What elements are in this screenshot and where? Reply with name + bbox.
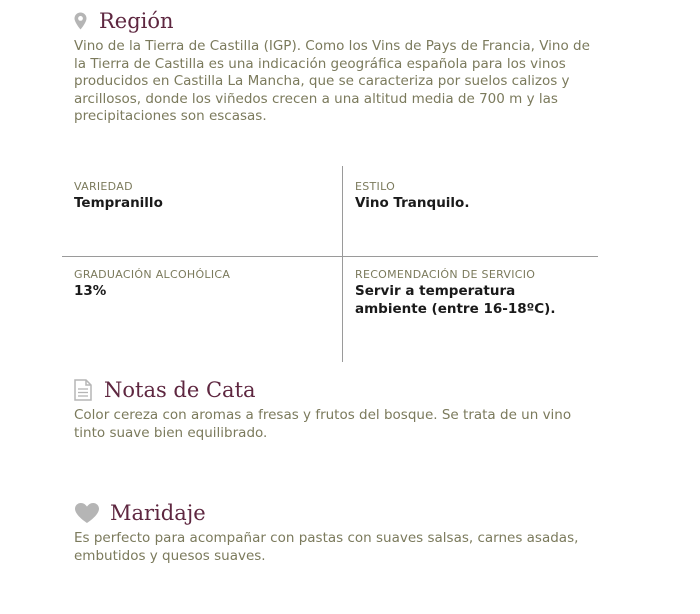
wine-specs-grid	[62, 166, 598, 362]
heart-icon	[74, 502, 100, 524]
region-header	[74, 6, 594, 36]
region-section	[74, 6, 594, 126]
spec-estilo-value: Vino Tranquilo.	[355, 195, 470, 211]
notas-title: Notas de Cata	[104, 377, 256, 402]
spec-recomendacion-label: RECOMENDACIÓN DE SERVICIO	[355, 268, 536, 281]
spec-graduacion-value: 13%	[74, 283, 107, 299]
grid-vertical-divider	[342, 166, 343, 362]
spec-variedad-label: VARIEDAD	[74, 180, 133, 193]
spec-graduacion-label: GRADUACIÓN ALCOHÓLICA	[74, 268, 231, 281]
maridaje-description: Es perfecto para acompañar con pastas con suaves salsas, carnes asadas, embutidos y quesos suaves.	[74, 530, 579, 564]
notas-header	[74, 375, 594, 405]
maridaje-header	[74, 498, 594, 528]
spec-estilo	[355, 180, 590, 212]
spec-graduacion	[74, 268, 334, 300]
notas-section	[74, 375, 594, 442]
maridaje-section	[74, 498, 594, 565]
region-description: Vino de la Tierra de Castilla (IGP). Como los Vins de Pays de Francia, Vino de la Tierra de Castilla es una indicación geográfica española para los vinos producidos en Castilla La Mancha, que se caracteriza por suelos calizos y arcillosos, donde los viñedos crecen a una altitud media de 700 m y las precipitaciones son escasas.	[74, 38, 590, 124]
maridaje-title: Maridaje	[110, 500, 206, 525]
document-icon	[74, 379, 92, 401]
grid-horizontal-divider	[62, 256, 598, 257]
spec-estilo-label: ESTILO	[355, 180, 396, 193]
spec-recomendacion	[355, 268, 580, 318]
spec-recomendacion-value: Servir a temperatura ambiente (entre 16-18ºC).	[355, 283, 556, 317]
notas-description: Color cereza con aromas a fresas y frutos del bosque. Se trata de un vino tinto suave bien equilibrado.	[74, 407, 572, 441]
spec-variedad-value: Tempranillo	[74, 195, 163, 211]
region-title: Región	[99, 8, 174, 33]
location-pin-icon	[74, 12, 87, 30]
spec-variedad	[74, 180, 334, 212]
